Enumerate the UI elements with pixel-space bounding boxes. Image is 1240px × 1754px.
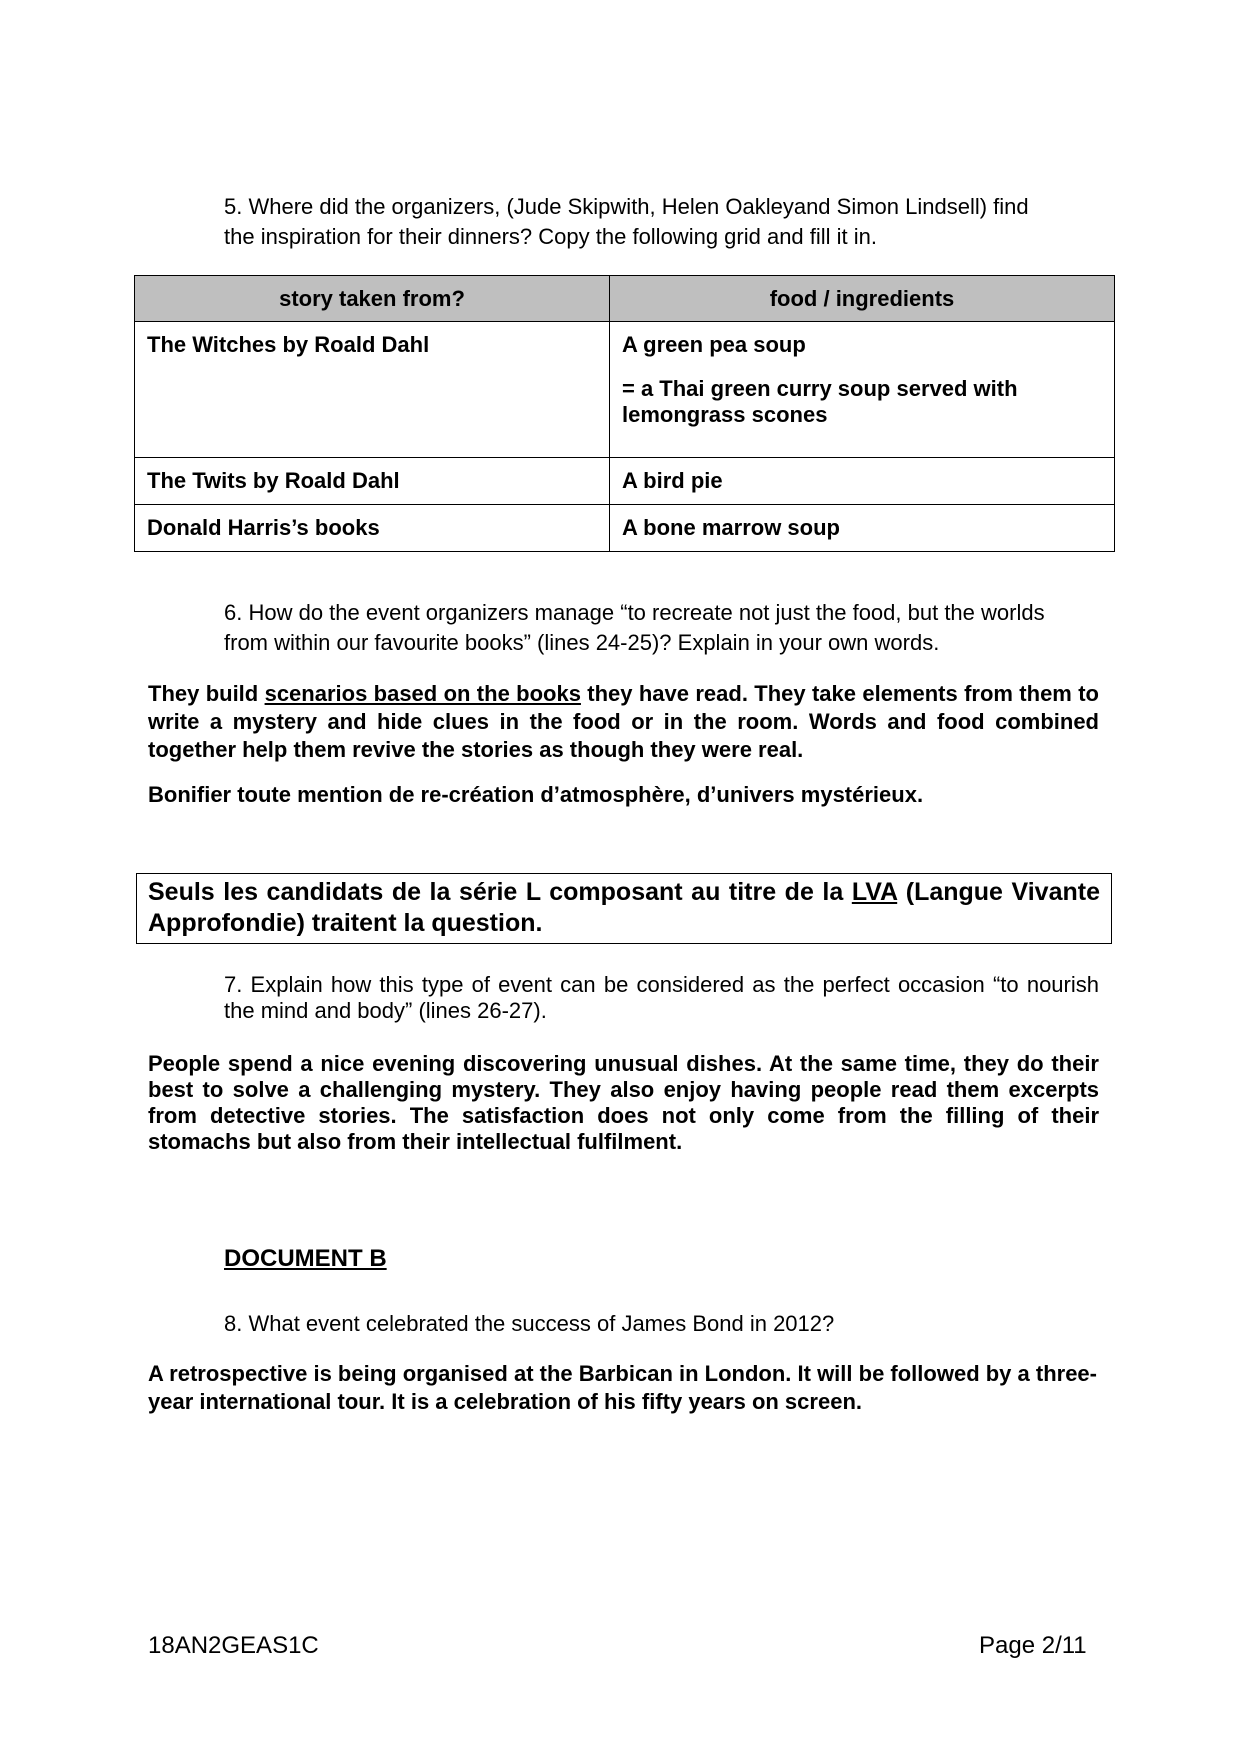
- question-7: 7. Explain how this type of event can be considered as the perfect occasion “to nourish the mind and body” (lines 26-27).: [224, 972, 1099, 1023]
- grid-cell-food-main: A green pea soup: [622, 332, 806, 357]
- grid-cell-story: Donald Harris’s books: [135, 505, 610, 552]
- grid-header-row: [135, 276, 1115, 322]
- grid-header-food: food / ingredients: [610, 276, 1115, 322]
- grid-cell-food-extra: = a Thai green curry soup served with lemongrass scones: [622, 376, 1018, 427]
- document-b-heading: DOCUMENT B: [224, 1245, 387, 1272]
- question-5-line-1: 5. Where did the organizers, (Jude Skipwith, Helen Oakleyand Simon Lindsell) find: [224, 194, 1029, 219]
- answer-7: People spend a nice evening discovering unusual dishes. At the same time, they do their best to solve a challenging mystery. They also enjoy having people read them excerpts from detective stories. The satisfaction does not only come from the filling of their stomachs but also from their intellectual fulfilment.: [148, 1051, 1099, 1154]
- table-row: [135, 458, 1115, 505]
- grid-cell-story: The Twits by Roald Dahl: [135, 458, 610, 505]
- answer-6-post: they have read. They take elements from them to write a mystery and hide clues in the food or in the room. Words and food combined together help them revive the stories as though they were real.: [148, 681, 1099, 762]
- grid-cell-food: [610, 322, 1115, 458]
- notice-post: (Langue Vivante Approfondie) traitent la question.: [148, 878, 1100, 937]
- answer-6-text: [148, 680, 1099, 764]
- question-6-line-1: 6. How do the event organizers manage “to recreate not just the food, but the worlds: [224, 600, 1045, 625]
- answer-6-bonus: Bonifier toute mention de re-création d’atmosphère, d’univers mystérieux.: [148, 782, 924, 807]
- table-row: [135, 322, 1115, 458]
- question-5-line-2: the inspiration for their dinners? Copy the following grid and fill it in.: [224, 224, 878, 249]
- grid-cell-food: A bone marrow soup: [610, 505, 1115, 552]
- answer-6-underlined: scenarios based on the books: [264, 681, 581, 706]
- footer-document-code: 18AN2GEAS1C: [148, 1632, 319, 1659]
- notice-lva: LVA: [851, 878, 898, 906]
- answer-6-pre: They build: [148, 681, 265, 706]
- question-6-line-2: from within our favourite books” (lines 24-25)? Explain in your own words.: [224, 630, 940, 655]
- grid-cell-food: A bird pie: [610, 458, 1115, 505]
- lva-notice-box: [136, 873, 1112, 944]
- grid-header-story: story taken from?: [135, 276, 610, 322]
- question-5: [224, 192, 1124, 252]
- inspiration-grid: [134, 275, 1115, 552]
- answer-8: A retrospective is being organised at the Barbican in London. It will be followed by a three-year international tour. It is a celebration of his fifty years on screen.: [148, 1361, 1097, 1414]
- question-8: 8. What event celebrated the success of James Bond in 2012?: [224, 1311, 835, 1336]
- grid-cell-story: The Witches by Roald Dahl: [135, 322, 610, 458]
- table-row: [135, 505, 1115, 552]
- notice-pre: Seuls les candidats de la série L composant au titre de la: [148, 878, 852, 906]
- answer-6: [148, 680, 1099, 809]
- footer-page-number: Page 2/11: [979, 1632, 1087, 1659]
- question-6: [224, 598, 1124, 658]
